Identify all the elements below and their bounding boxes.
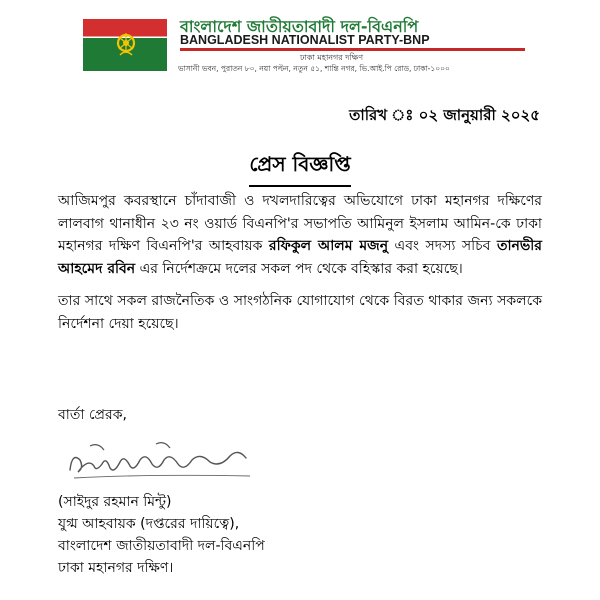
convener-name: রফিকুল আলম মজনু [268, 238, 389, 254]
date-value: ০২ জানুয়ারী ২০২৫ [418, 106, 540, 124]
letterhead-unit: ঢাকা মহানগর দক্ষিণ [300, 53, 364, 62]
document-heading: প্রেস বিজ্ঞপ্তি [249, 150, 350, 187]
party-name-bengali: বাংলাদেশ জাতীয়তাবাদী দল-বিএনপি [180, 17, 419, 36]
signer-unit: ঢাকা মহানগর দক্ষিণ। [58, 560, 174, 576]
handwritten-signature [60, 438, 260, 484]
member-secretary-name: তানভীর আহমেদ রবিন [58, 238, 543, 277]
party-name-english: BANGLADESH NATIONALIST PARTY-BNP [180, 33, 430, 47]
letterhead-divider [180, 48, 525, 51]
bnp-flag-logo [83, 19, 167, 71]
letterhead-address: ভাসানী ভবন, পুরাতন ৮০, নয়া পল্টন, নতুন ৫১, শান্তি নগর, ভি.আই.পি রোড, ঢাকা-১০০০ [178, 64, 450, 73]
signoff-text: বার্তা প্রেরক, [58, 407, 127, 423]
date-label: তারিখ [349, 106, 388, 124]
body-paragraph-1 [58, 190, 542, 280]
document-heading-wrap [0, 150, 600, 187]
body-paragraph-2: তার সাথে সকল রাজনৈতিক ও সাংগঠনিক যোগাযোগ থেকে বিরত থাকার জন্য সকলকে নির্দেশনা দেয়া হয়েছে। [58, 293, 542, 332]
body-p1-part1: আজিমপুর কবরস্থানে চাঁদাবাজী ও দখলদারিত্বের অভিযোগে ঢাকা মহানগর দক্ষিণের লালবাগ থানাধীন ২৩ নং ওয়ার্ড বিএনপি'র সভাপতি আমিনুল ইসলাম আমিন-কে ঢাকা মহানগর দক্ষিণ বিএনপি'র আহবায়ক [58, 193, 542, 254]
signer-name: (সাইদুর রহমান মিন্টু) [58, 494, 172, 510]
body-p1-part2: এবং সদস্য সচিব [394, 238, 491, 254]
body-p1-part3: এর নির্দেশক্রমে দলের সকল পদ থেকে বহিস্কার করা হয়েছে। [139, 260, 463, 277]
press-release-body [58, 190, 542, 345]
date-line [349, 104, 540, 129]
signer-organization: বাংলাদেশ জাতীয়তাবাদী দল-বিএনপি [58, 538, 265, 554]
signer-block [58, 491, 498, 579]
sheaf-emblem-icon [114, 31, 138, 57]
signer-title: যুগ্ম আহবায়ক (দপ্তরের দায়িত্বে), [58, 516, 240, 532]
